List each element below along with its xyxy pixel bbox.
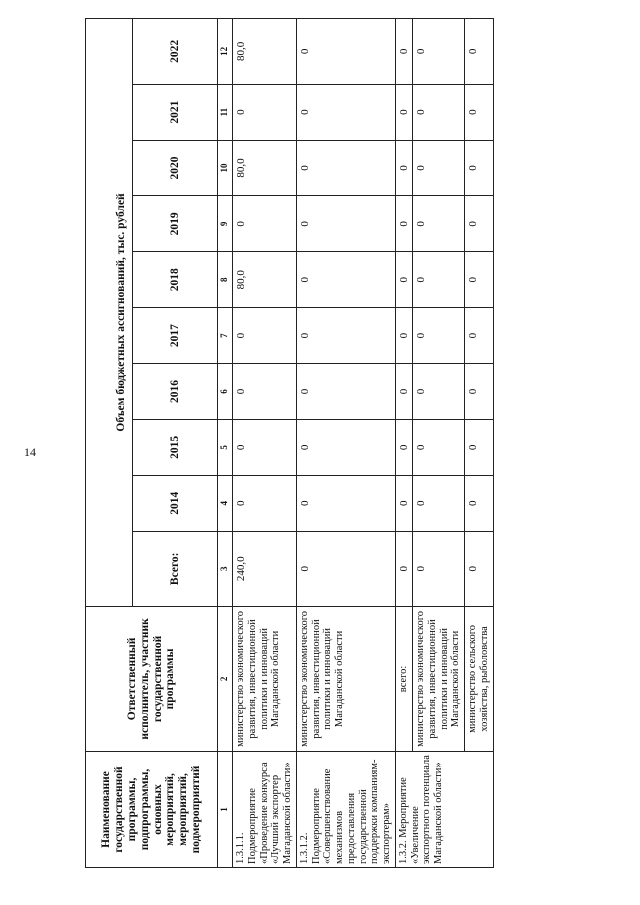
row-value: 0 — [413, 19, 465, 85]
column-number: 1 — [218, 751, 233, 867]
table-row — [465, 19, 494, 868]
header-year: 2015 — [133, 419, 218, 475]
column-number: 5 — [218, 419, 233, 475]
row-value: 0 — [413, 475, 465, 531]
column-number: 8 — [218, 252, 233, 308]
header-name-column: Наименование государственной программы, подпрограммы, основных мероприятий, мероприятий, подмероприятий — [86, 751, 218, 867]
row-executor: министерство сельского хозяйства, рыболовства — [465, 606, 494, 751]
row-executor: министерство экономического развития, инвестиционной политики и инноваций Магаданской области — [233, 606, 297, 751]
row-value: 0 — [296, 140, 395, 196]
column-number: 2 — [218, 606, 233, 751]
row-value: 0 — [395, 252, 412, 308]
row-value: 0 — [465, 364, 494, 420]
row-value: 0 — [413, 252, 465, 308]
row-executor: всего: — [395, 606, 412, 751]
row-executor: министерство экономического развития, инвестиционной политики и инноваций Магаданской области — [413, 606, 465, 751]
row-value: 0 — [465, 196, 494, 252]
row-value: 0 — [395, 84, 412, 140]
row-total: 0 — [465, 531, 494, 606]
row-value: 0 — [395, 196, 412, 252]
row-value: 0 — [395, 475, 412, 531]
row-value: 0 — [465, 308, 494, 364]
row-value: 0 — [465, 140, 494, 196]
row-name: 1.3.2. Мероприятие «Увеличение экспортного потенциала Магаданской области» — [395, 751, 493, 867]
page-number: 14 — [24, 445, 36, 459]
header-year: 2020 — [133, 140, 218, 196]
row-value: 0 — [465, 475, 494, 531]
row-value: 0 — [296, 364, 395, 420]
header-year: 2014 — [133, 475, 218, 531]
header-year: 2019 — [133, 196, 218, 252]
header-budget-group: Объем бюджетных ассигнований, тыс. рублей — [86, 19, 133, 607]
row-value: 0 — [296, 84, 395, 140]
row-value: 0 — [296, 252, 395, 308]
header-year: 2021 — [133, 84, 218, 140]
row-value: 0 — [233, 84, 297, 140]
table-row — [233, 19, 297, 868]
row-name: 1.3.1.1. Подмероприятие «Проведение конкурса «Лучший экспортер Магаданской области» — [233, 751, 297, 867]
table-row — [413, 19, 465, 868]
row-value: 0 — [465, 252, 494, 308]
row-value: 0 — [296, 308, 395, 364]
column-number: 7 — [218, 308, 233, 364]
column-number: 4 — [218, 475, 233, 531]
row-value: 0 — [296, 19, 395, 85]
row-value: 0 — [413, 364, 465, 420]
column-number: 6 — [218, 364, 233, 420]
row-executor: министерство экономического развития, инвестиционной политики и инноваций Магаданской области — [296, 606, 395, 751]
row-value: 0 — [395, 140, 412, 196]
column-number: 11 — [218, 84, 233, 140]
row-total: 0 — [395, 531, 412, 606]
row-value: 80,0 — [233, 19, 297, 85]
row-value: 0 — [395, 364, 412, 420]
row-value: 0 — [233, 364, 297, 420]
row-value: 0 — [413, 140, 465, 196]
row-value: 0 — [413, 308, 465, 364]
row-value: 0 — [395, 19, 412, 85]
row-value: 0 — [413, 196, 465, 252]
row-value: 80,0 — [233, 140, 297, 196]
row-value: 0 — [296, 196, 395, 252]
column-number: 12 — [218, 19, 233, 85]
rotated-table-wrapper — [85, 18, 555, 868]
row-value: 0 — [296, 475, 395, 531]
row-total: 0 — [296, 531, 395, 606]
column-number: 3 — [218, 531, 233, 606]
row-value: 0 — [465, 84, 494, 140]
header-year: 2017 — [133, 308, 218, 364]
column-number: 9 — [218, 196, 233, 252]
row-name: 1.3.1.2. Подмероприятие «Совершенствование механизмов предоставления государственной поддержки компаниям-экспортерам» — [296, 751, 395, 867]
row-value: 0 — [465, 419, 494, 475]
header-total: Всего: — [133, 531, 218, 606]
row-value: 0 — [395, 419, 412, 475]
row-total: 0 — [413, 531, 465, 606]
row-value: 0 — [233, 308, 297, 364]
budget-table — [85, 18, 494, 868]
row-total: 240,0 — [233, 531, 297, 606]
row-value: 0 — [296, 419, 395, 475]
header-executor-column: Ответственный исполнитель, участник государственной программы — [86, 606, 218, 751]
header-year: 2022 — [133, 19, 218, 85]
column-number: 10 — [218, 140, 233, 196]
row-value: 80,0 — [233, 252, 297, 308]
header-year: 2018 — [133, 252, 218, 308]
row-value: 0 — [233, 196, 297, 252]
row-value: 0 — [413, 84, 465, 140]
row-value: 0 — [395, 308, 412, 364]
row-value: 0 — [465, 19, 494, 85]
row-value: 0 — [233, 475, 297, 531]
row-value: 0 — [413, 419, 465, 475]
header-year: 2016 — [133, 364, 218, 420]
table-row — [395, 19, 412, 868]
row-value: 0 — [233, 419, 297, 475]
table-row — [296, 19, 395, 868]
